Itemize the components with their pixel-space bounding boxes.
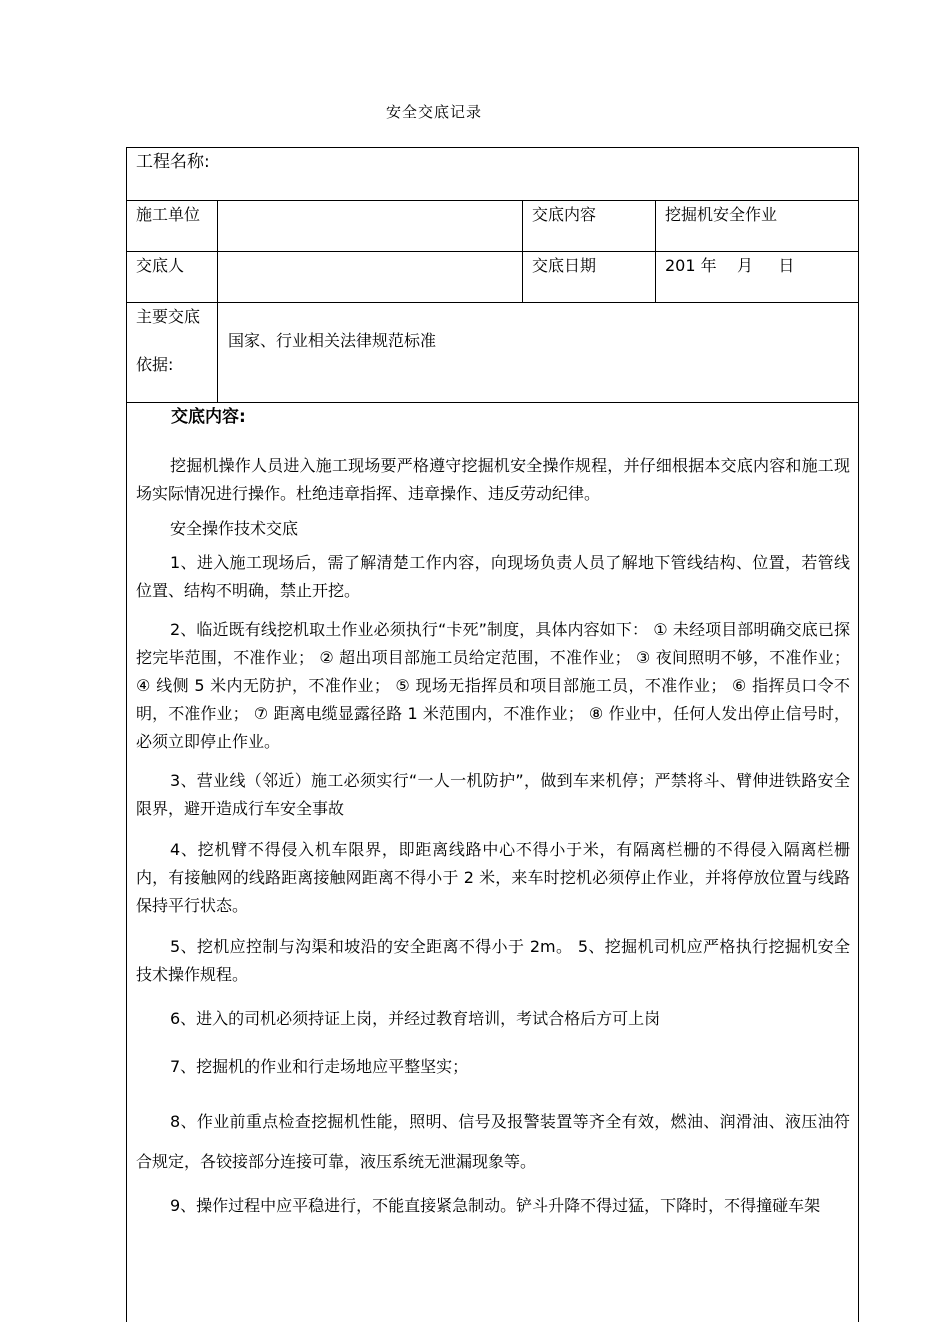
- list-item: 5、挖机应控制与沟渠和坡沿的安全距离不得小于 2m。 5、挖掘机司机应严格执行挖掘机安全技术操作规程。: [136, 937, 850, 984]
- list-item: 9、操作过程中应平稳进行，不能直接紧急制动。铲斗升降不得过猛，下降时，不得撞碰车架: [170, 1196, 821, 1215]
- list-item: 7、挖掘机的作业和行走场地应平整坚实；: [170, 1057, 469, 1076]
- column-divider: [522, 200, 523, 302]
- row-divider: [126, 200, 859, 201]
- list-item: 4、挖机臂不得侵入机车限界，即距离线路中心不得小于米，有隔离栏栅的不得侵入隔离栏栅内，有接触网的线路距离接触网距离不得小于 2 米，来车时挖机必须停止作业，并将停放位置与线路保持平行状态。: [136, 840, 850, 915]
- disclosure-content-value: 挖掘机安全作业: [665, 205, 778, 224]
- row-divider: [126, 402, 859, 403]
- row-divider: [126, 251, 859, 252]
- project-name-label: 工程名称:: [136, 152, 210, 172]
- document-title: 安全交底记录: [386, 103, 483, 121]
- disclosure-date-label: 交底日期: [532, 256, 597, 275]
- discloser-label: 交底人: [136, 256, 185, 275]
- subheading: 安全操作技术交底: [170, 519, 299, 538]
- row-divider: [126, 302, 859, 303]
- column-divider: [655, 200, 656, 302]
- basis-value: 国家、行业相关法律规范标准: [228, 331, 437, 350]
- list-item: 1、进入施工现场后，需了解清楚工作内容，向现场负责人员了解地下管线结构、位置，若管线位置、结构不明确，禁止开挖。: [136, 553, 850, 600]
- basis-label-line1: 主要交底: [136, 307, 201, 326]
- construction-unit-label: 施工单位: [136, 205, 201, 224]
- list-item: 2、临近既有线挖机取土作业必须执行“卡死”制度，具体内容如下： ① 未经项目部明确交底已探挖完毕范围，不准作业； ② 超出项目部施工员给定范围，不准作业； ③ 夜间照明不够，不准作业； ④ 线侧 5 米内无防护，不准作业； ⑤ 现场无指挥员和项目部施工员，不准作业； ⑥ 指挥员口令不明，不准作业； ⑦ 距离电缆显露径路 1 米范围内，不准作业； ⑧ 作业中，任何人发出停止信号时，必须立即停止作业。: [136, 620, 850, 751]
- basis-label-line2: 依据:: [136, 355, 174, 374]
- disclosure-date-value: 201 年 月 日: [665, 256, 795, 275]
- disclosure-content-label: 交底内容: [532, 205, 597, 224]
- section-heading: 交底内容:: [171, 407, 246, 427]
- intro-paragraph: 挖掘机操作人员进入施工现场要严格遵守挖掘机安全操作规程，并仔细根据本交底内容和施工现场实际情况进行操作。杜绝违章指挥、违章操作、违反劳动纪律。: [136, 456, 850, 503]
- list-item: 8、作业前重点检查挖掘机性能，照明、信号及报警装置等齐全有效，燃油、润滑油、液压油符合规定，各铰接部分连接可靠，液压系统无泄漏现象等。: [136, 1112, 850, 1171]
- column-divider: [217, 200, 218, 402]
- list-item: 6、进入的司机必须持证上岗，并经过教育培训，考试合格后方可上岗: [170, 1009, 661, 1028]
- list-item: 3、营业线（邻近）施工必须实行“一人一机防护”，做到车来机停；严禁将斗、臂伸进铁路安全限界，避开造成行车安全事故: [136, 771, 850, 818]
